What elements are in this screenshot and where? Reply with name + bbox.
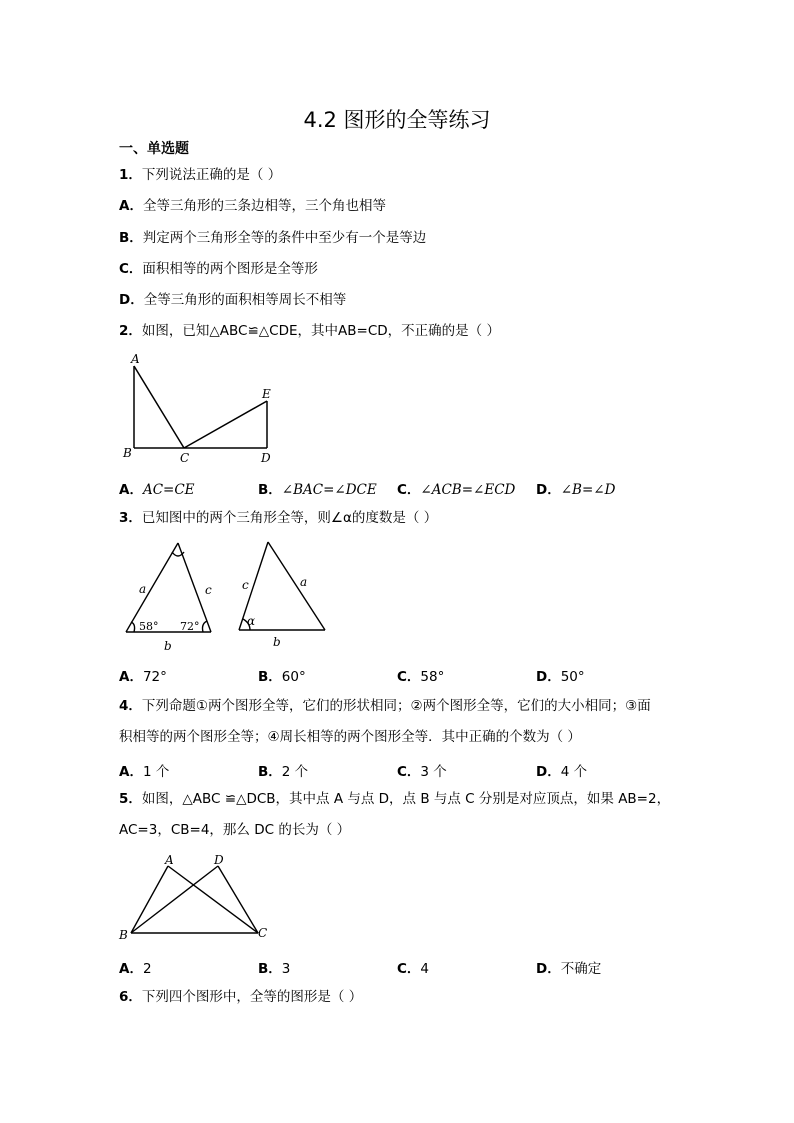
option-text: 72°	[142, 669, 167, 685]
tri1-left	[126, 543, 178, 632]
option-c	[397, 760, 447, 780]
option-label: C．	[397, 669, 421, 685]
option-text: ∠ACB=∠ECD	[420, 482, 516, 498]
tri1-label-c: c	[205, 583, 212, 597]
option-label: B．	[119, 230, 143, 246]
option-b	[119, 229, 426, 247]
option-a	[119, 665, 167, 685]
option-label: C．	[119, 261, 143, 277]
question-2	[119, 322, 500, 340]
option-label: A．	[119, 482, 143, 498]
option-label: C．	[397, 961, 421, 977]
option-d	[536, 760, 587, 780]
question-3	[119, 509, 437, 527]
tri2-angle-arc	[243, 619, 250, 630]
option-b	[258, 957, 290, 977]
label-c: C	[258, 926, 268, 940]
option-d	[536, 478, 615, 498]
segment-db	[131, 866, 218, 933]
label-d: D	[261, 451, 271, 465]
question-number: 2．	[119, 323, 142, 339]
option-a	[119, 197, 386, 215]
tri2-label-alpha: α	[247, 614, 256, 628]
label-c: C	[180, 451, 190, 465]
option-text: 1 个	[142, 764, 170, 780]
option-c	[119, 260, 318, 278]
question-stem-line1: 如图，△ABC ≌△DCB，其中点 A 与点 D，点 B 与点 C 分别是对应顶点，如果 AB=2，	[141, 791, 671, 807]
label-e: E	[262, 387, 271, 401]
option-c	[397, 665, 444, 685]
option-text: AC=CE	[142, 482, 195, 498]
option-text: 判定两个三角形全等的条件中至少有一个是等边	[142, 230, 427, 246]
question-6	[119, 988, 362, 1006]
question-5-line2: AC=3，CB=4，那么 DC 的长为（ ）	[119, 822, 351, 838]
tri2-right	[268, 542, 325, 630]
option-text: 60°	[281, 669, 306, 685]
segment-ce	[184, 401, 267, 448]
page-title: 4.2 图形的全等练习	[303, 108, 491, 132]
option-label: D．	[119, 292, 144, 308]
tri1-label-a: a	[139, 582, 147, 596]
tri2-label-a: a	[300, 575, 308, 589]
option-label: A．	[119, 198, 143, 214]
option-text: 面积相等的两个图形是全等形	[142, 261, 318, 277]
option-label: C．	[397, 764, 421, 780]
tri1-angle-72: 72°	[180, 620, 200, 633]
question-number: 1．	[119, 167, 142, 183]
question-stem: 如图，已知△ABC≌△CDE，其中AB=CD，不正确的是（ ）	[141, 323, 500, 339]
tri1-label-b: b	[164, 639, 172, 653]
tri2-left	[239, 542, 268, 630]
label-a: A	[131, 352, 140, 366]
tri1-angle-arc-top	[172, 552, 184, 556]
option-label: C．	[397, 482, 421, 498]
question-number: 6．	[119, 989, 142, 1005]
option-a	[119, 478, 195, 498]
option-label: A．	[119, 961, 143, 977]
option-text: 2	[142, 961, 152, 977]
option-label: B．	[258, 482, 282, 498]
option-text: 4	[420, 961, 430, 977]
tri1-right	[178, 543, 211, 632]
option-label: D．	[536, 482, 561, 498]
question-stem-line1: 下列命题①两个图形全等，它们的形状相同；②两个图形全等，它们的大小相同；③面	[141, 698, 651, 714]
option-label: B．	[258, 764, 282, 780]
option-b	[258, 478, 377, 498]
question-stem: 下列四个图形中，全等的图形是（ ）	[141, 989, 363, 1005]
tri1-angle-arc-left	[131, 622, 135, 632]
option-text: 全等三角形的三条边相等，三个角也相等	[142, 198, 386, 214]
option-label: D．	[536, 669, 561, 685]
segment-ab	[131, 866, 168, 933]
section-heading: 一、单选题	[119, 141, 189, 157]
option-label: B．	[258, 669, 282, 685]
segment-ac	[134, 366, 184, 448]
tri1-angle-arc-right	[203, 621, 208, 632]
option-label: A．	[119, 764, 143, 780]
option-text: 2 个	[281, 764, 309, 780]
option-c	[397, 478, 515, 498]
label-d: D	[214, 853, 224, 867]
option-text: 全等三角形的面积相等周长不相等	[143, 292, 347, 308]
option-label: D．	[536, 961, 561, 977]
label-a: A	[165, 853, 174, 867]
segment-dc	[218, 866, 258, 933]
option-text: ∠B=∠D	[560, 482, 616, 498]
option-text: 4 个	[560, 764, 588, 780]
option-label: D．	[536, 764, 561, 780]
question-number: 5．	[119, 791, 142, 807]
option-b	[258, 760, 308, 780]
tri2-label-c: c	[242, 578, 249, 592]
option-label: B．	[258, 961, 282, 977]
option-d	[119, 291, 346, 309]
option-d	[536, 957, 601, 977]
option-a	[119, 760, 169, 780]
option-text: 58°	[420, 669, 445, 685]
option-a	[119, 957, 152, 977]
option-text: 50°	[560, 669, 585, 685]
question-number: 4．	[119, 698, 142, 714]
question-5	[119, 790, 670, 808]
tri2-label-b: b	[273, 635, 281, 649]
option-text: 不确定	[560, 961, 602, 977]
question-4	[119, 697, 651, 715]
option-c	[397, 957, 429, 977]
question-4-line2: 积相等的两个图形全等；④周长相等的两个图形全等．其中正确的个数为（ ）	[119, 729, 581, 745]
option-d	[536, 665, 585, 685]
question-stem: 已知图中的两个三角形全等，则∠α的度数是（ ）	[141, 510, 438, 526]
question-stem: 下列说法正确的是（ ）	[141, 167, 282, 183]
segment-ac	[168, 866, 258, 933]
option-text: ∠BAC=∠DCE	[281, 482, 377, 498]
option-b	[258, 665, 306, 685]
label-b: B	[119, 928, 128, 942]
question-number: 3．	[119, 510, 142, 526]
question-1	[119, 166, 281, 184]
label-b: B	[123, 446, 132, 460]
tri1-angle-58: 58°	[139, 620, 159, 633]
option-text: 3	[281, 961, 291, 977]
option-text: 3 个	[420, 764, 447, 780]
option-label: A．	[119, 669, 143, 685]
